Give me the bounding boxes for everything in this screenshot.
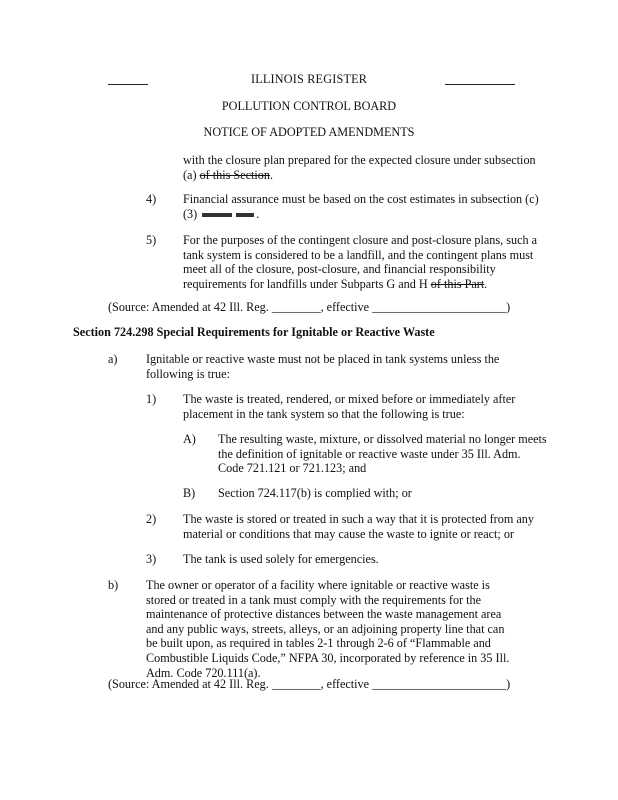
section-title: Special Requirements for Ignitable or Reactive Waste	[153, 325, 435, 339]
item-5-number: 5)	[146, 233, 157, 247]
notice-title: NOTICE OF ADOPTED AMENDMENTS	[203, 125, 415, 139]
source-note-2: (Source: Amended at 42 Ill. Reg. ________, effective ______________________)	[108, 677, 511, 691]
item-5-text-main: For the purposes of the contingent closure and post-closure plans, such a tank system is considered to be a landfill, and the contingent plans must meet all of the closure, post-closure, and financial responsibility requirements for landfills under Subparts G and H	[183, 233, 538, 291]
redaction-mark	[202, 213, 232, 217]
item-4-number: 4)	[146, 192, 157, 206]
section-number: Section 724.298	[73, 325, 154, 339]
item-5-text	[183, 233, 548, 291]
item-4-text-end: .	[256, 206, 260, 221]
continued-paragraph	[183, 153, 548, 182]
redaction-mark	[236, 213, 254, 217]
continued-end: .	[270, 167, 274, 182]
item-4-text-main: Financial assurance must be based on the cost estimates in subsection (c)(3)	[183, 192, 539, 221]
item-a2-number: 2)	[146, 512, 157, 526]
item-a1-text: The waste is treated, rendered, or mixed before or immediately after placement in the tank system so that the following is true:	[183, 392, 516, 421]
source-note-1: (Source: Amended at 42 Ill. Reg. ________, effective ______________________)	[108, 300, 511, 314]
item-B-text: Section 724.117(b) is complied with; or	[218, 486, 412, 500]
continued-text: with the closure plan prepared for the expected closure under subsection (a)	[183, 153, 536, 182]
item-B-number: B)	[183, 486, 196, 500]
item-4-text	[183, 192, 548, 221]
subsection-a-text: Ignitable or reactive waste must not be placed in tank systems unless the following is true:	[146, 352, 500, 381]
subsection-a-number: a)	[108, 352, 118, 366]
struck-text: of this Section	[199, 167, 270, 182]
subsection-b-text: The owner or operator of a facility where ignitable or reactive waste is stored or treated in a tank must comply with the requirements for the maintenance of protective distances between the waste management area and any public ways, streets, alleys, or an adjoining property line that can be built upon, as required in tables 2-1 through 2-6 of “Flammable and Combustible Liquids Code,” NFPA 30, incorporated by reference in 35 Ill. Adm. Code 720.111(a).	[146, 578, 510, 680]
board-title: POLLUTION CONTROL BOARD	[221, 99, 397, 113]
register-title: ILLINOIS REGISTER	[250, 72, 368, 86]
item-a2-text: The waste is stored or treated in such a way that it is protected from any material or conditions that may cause the waste to ignite or react; or	[183, 512, 534, 541]
item-a3-text: The tank is used solely for emergencies.	[183, 552, 379, 566]
item-A-number: A)	[183, 432, 196, 446]
item-5-struck-text: of this Part	[430, 276, 485, 291]
subsection-b-number: b)	[108, 578, 119, 592]
item-a1-number: 1)	[146, 392, 157, 406]
section-heading	[73, 325, 435, 340]
item-5-text-end: .	[484, 276, 488, 291]
item-A-text: The resulting waste, mixture, or dissolved material no longer meets the definition of ignitable or reactive waste under 35 Ill. Adm. Code 721.121 or 721.123; and	[218, 432, 547, 476]
item-a3-number: 3)	[146, 552, 157, 566]
